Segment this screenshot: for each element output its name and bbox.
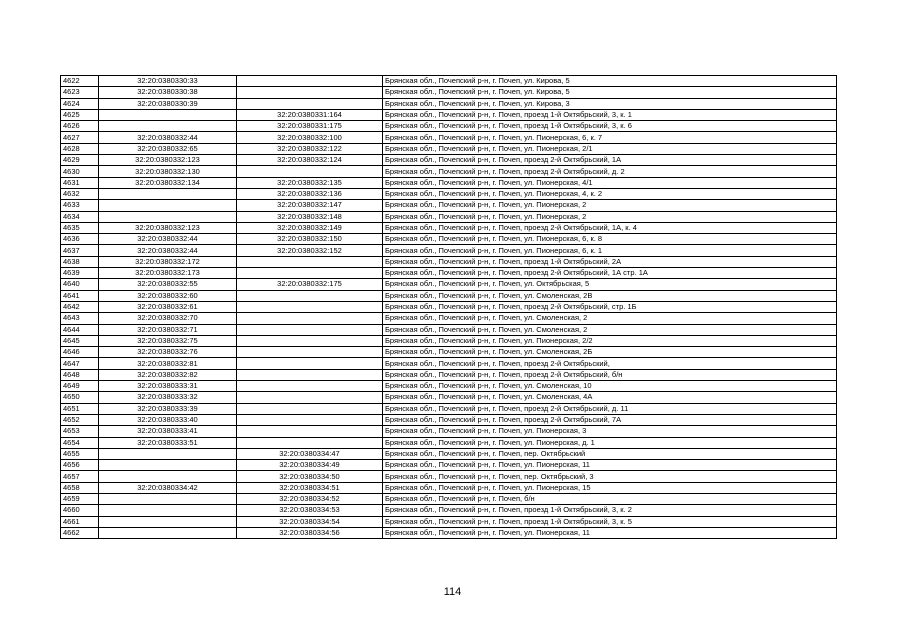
land-parcel-cadastral-cell <box>99 460 237 471</box>
land-parcel-cadastral-cell: 32:20:0380332:65 <box>99 143 237 154</box>
row-number-cell: 4649 <box>61 381 99 392</box>
table-row <box>61 256 837 267</box>
land-parcel-cadastral-cell: 32:20:0380332:70 <box>99 313 237 324</box>
table-row <box>61 448 837 459</box>
land-parcel-cadastral-cell <box>99 505 237 516</box>
address-cell: Брянская обл., Почепский р-н, г. Почеп, ул. Пионерская, 2/2 <box>383 335 837 346</box>
address-cell: Брянская обл., Почепский р-н, г. Почеп, ул. Смоленская, 2В <box>383 290 837 301</box>
address-cell: Брянская обл., Почепский р-н, г. Почеп, ул. Пионерская, 3 <box>383 426 837 437</box>
row-number-cell: 4651 <box>61 403 99 414</box>
table-row <box>61 301 837 312</box>
address-cell: Брянская обл., Почепский р-н, г. Почеп, проезд 2-й Октябрьский, 7А <box>383 414 837 425</box>
table-row <box>61 369 837 380</box>
address-cell: Брянская обл., Почепский р-н, г. Почеп, ул. Пионерская, 4/1 <box>383 177 837 188</box>
page-number: 114 <box>443 586 462 598</box>
land-parcel-cadastral-cell: 32:20:0380333:32 <box>99 392 237 403</box>
row-number-cell: 4646 <box>61 347 99 358</box>
address-cell: Брянская обл., Почепский р-н, г. Почеп, проезд 1-й Октябрьский, 3, к. 5 <box>383 516 837 527</box>
building-cadastral-cell: 32:20:0380332:149 <box>237 222 383 233</box>
building-cadastral-cell: 32:20:0380332:147 <box>237 200 383 211</box>
table-row <box>61 471 837 482</box>
building-cadastral-cell <box>237 256 383 267</box>
land-parcel-cadastral-cell: 32:20:0380332:44 <box>99 234 237 245</box>
row-number-cell: 4640 <box>61 279 99 290</box>
row-number-cell: 4645 <box>61 335 99 346</box>
building-cadastral-cell: 32:20:0380334:56 <box>237 527 383 538</box>
address-cell: Брянская обл., Почепский р-н, г. Почеп, ул. Смоленская, 2 <box>383 324 837 335</box>
land-parcel-cadastral-cell: 32:20:0380332:60 <box>99 290 237 301</box>
address-cell: Брянская обл., Почепский р-н, г. Почеп, ул. Кирова, 5 <box>383 76 837 87</box>
row-number-cell: 4630 <box>61 166 99 177</box>
land-parcel-cadastral-cell <box>99 527 237 538</box>
table-row <box>61 460 837 471</box>
building-cadastral-cell: 32:20:0380332:175 <box>237 279 383 290</box>
row-number-cell: 4659 <box>61 493 99 504</box>
land-parcel-cadastral-cell: 32:20:0380332:173 <box>99 268 237 279</box>
address-cell: Брянская обл., Почепский р-н, г. Почеп, ул. Пионерская, 15 <box>383 482 837 493</box>
building-cadastral-cell: 32:20:0380332:152 <box>237 245 383 256</box>
building-cadastral-cell: 32:20:0380334:53 <box>237 505 383 516</box>
building-cadastral-cell <box>237 426 383 437</box>
building-cadastral-cell <box>237 313 383 324</box>
row-number-cell: 4655 <box>61 448 99 459</box>
building-cadastral-cell: 32:20:0380332:136 <box>237 188 383 199</box>
land-parcel-cadastral-cell <box>99 471 237 482</box>
building-cadastral-cell <box>237 335 383 346</box>
table-row <box>61 358 837 369</box>
row-number-cell: 4639 <box>61 268 99 279</box>
row-number-cell: 4627 <box>61 132 99 143</box>
land-parcel-cadastral-cell: 32:20:0380333:39 <box>99 403 237 414</box>
land-parcel-cadastral-cell: 32:20:0380332:75 <box>99 335 237 346</box>
building-cadastral-cell <box>237 381 383 392</box>
table-row <box>61 268 837 279</box>
address-cell: Брянская обл., Почепский р-н, г. Почеп, ул. Пионерская, 11 <box>383 460 837 471</box>
table-row <box>61 143 837 154</box>
address-cell: Брянская обл., Почепский р-н, г. Почеп, проезд 2-й Октябрьский, 1А <box>383 155 837 166</box>
land-parcel-cadastral-cell: 32:20:0380333:31 <box>99 381 237 392</box>
table-row <box>61 381 837 392</box>
address-cell: Брянская обл., Почепский р-н, г. Почеп, проезд 1-й Октябрьский, 2А <box>383 256 837 267</box>
table-row <box>61 98 837 109</box>
land-parcel-cadastral-cell: 32:20:0380332:44 <box>99 245 237 256</box>
table-row <box>61 426 837 437</box>
land-parcel-cadastral-cell: 32:20:0380332:44 <box>99 132 237 143</box>
row-number-cell: 4628 <box>61 143 99 154</box>
address-cell: Брянская обл., Почепский р-н, г. Почеп, ул. Октябрьская, 5 <box>383 279 837 290</box>
table-row <box>61 87 837 98</box>
address-cell: Брянская обл., Почепский р-н, г. Почеп, проезд 2-й Октябрьский, 1А стр. 1А <box>383 268 837 279</box>
table-row <box>61 109 837 120</box>
building-cadastral-cell: 32:20:0380332:124 <box>237 155 383 166</box>
address-cell: Брянская обл., Почепский р-н, г. Почеп, ул. Пионерская, 6, к. 1 <box>383 245 837 256</box>
row-number-cell: 4652 <box>61 414 99 425</box>
table-row <box>61 313 837 324</box>
land-parcel-cadastral-cell <box>99 516 237 527</box>
address-cell: Брянская обл., Почепский р-н, г. Почеп, ул. Кирова, 5 <box>383 87 837 98</box>
table-row <box>61 132 837 143</box>
address-cell: Брянская обл., Почепский р-н, г. Почеп, ул. Смоленская, 2Б <box>383 347 837 358</box>
row-number-cell: 4622 <box>61 76 99 87</box>
address-cell: Брянская обл., Почепский р-н, г. Почеп, ул. Пионерская, 2 <box>383 200 837 211</box>
address-cell: Брянская обл., Почепский р-н, г. Почеп, проезд 2-й Октябрьский, <box>383 358 837 369</box>
table-row <box>61 245 837 256</box>
building-cadastral-cell <box>237 98 383 109</box>
building-cadastral-cell <box>237 290 383 301</box>
address-cell: Брянская обл., Почепский р-н, г. Почеп, проезд 2-й Октябрьский, б/н <box>383 369 837 380</box>
land-parcel-cadastral-cell: 32:20:0380332:123 <box>99 155 237 166</box>
address-cell: Брянская обл., Почепский р-н, г. Почеп, ул. Пионерская, 4, к. 2 <box>383 188 837 199</box>
row-number-cell: 4661 <box>61 516 99 527</box>
address-cell: Брянская обл., Почепский р-н, г. Почеп, пер. Октябрьский, 3 <box>383 471 837 482</box>
land-parcel-cadastral-cell <box>99 448 237 459</box>
land-parcel-cadastral-cell: 32:20:0380333:51 <box>99 437 237 448</box>
row-number-cell: 4636 <box>61 234 99 245</box>
address-cell: Брянская обл., Почепский р-н, г. Почеп, ул. Пионерская, 2 <box>383 211 837 222</box>
row-number-cell: 4623 <box>61 87 99 98</box>
row-number-cell: 4638 <box>61 256 99 267</box>
table-row <box>61 211 837 222</box>
table-row <box>61 414 837 425</box>
table-row <box>61 290 837 301</box>
building-cadastral-cell: 32:20:0380332:100 <box>237 132 383 143</box>
table-row <box>61 516 837 527</box>
building-cadastral-cell <box>237 369 383 380</box>
row-number-cell: 4635 <box>61 222 99 233</box>
row-number-cell: 4641 <box>61 290 99 301</box>
row-number-cell: 4624 <box>61 98 99 109</box>
row-number-cell: 4633 <box>61 200 99 211</box>
table-row <box>61 335 837 346</box>
land-parcel-cadastral-cell: 32:20:0380333:40 <box>99 414 237 425</box>
land-parcel-cadastral-cell <box>99 121 237 132</box>
row-number-cell: 4634 <box>61 211 99 222</box>
land-parcel-cadastral-cell: 32:20:0380332:61 <box>99 301 237 312</box>
land-parcel-cadastral-cell: 32:20:0380332:81 <box>99 358 237 369</box>
table-row <box>61 392 837 403</box>
row-number-cell: 4637 <box>61 245 99 256</box>
address-cell: Брянская обл., Почепский р-н, г. Почеп, проезд 2-й Октябрьский, стр. 1Б <box>383 301 837 312</box>
row-number-cell: 4662 <box>61 527 99 538</box>
building-cadastral-cell <box>237 347 383 358</box>
row-number-cell: 4626 <box>61 121 99 132</box>
building-cadastral-cell: 32:20:0380331:164 <box>237 109 383 120</box>
building-cadastral-cell <box>237 76 383 87</box>
building-cadastral-cell <box>237 414 383 425</box>
row-number-cell: 4660 <box>61 505 99 516</box>
table-row <box>61 482 837 493</box>
building-cadastral-cell <box>237 358 383 369</box>
land-parcel-cadastral-cell: 32:20:0380332:71 <box>99 324 237 335</box>
table-row <box>61 155 837 166</box>
land-parcel-cadastral-cell <box>99 493 237 504</box>
building-cadastral-cell <box>237 87 383 98</box>
table-row <box>61 234 837 245</box>
building-cadastral-cell: 32:20:0380334:50 <box>237 471 383 482</box>
building-cadastral-cell <box>237 437 383 448</box>
land-parcel-cadastral-cell: 32:20:0380332:130 <box>99 166 237 177</box>
address-cell: Брянская обл., Почепский р-н, г. Почеп, ул. Пионерская, 6, к. 8 <box>383 234 837 245</box>
table-row <box>61 279 837 290</box>
land-parcel-cadastral-cell <box>99 211 237 222</box>
land-parcel-cadastral-cell <box>99 188 237 199</box>
table-row <box>61 403 837 414</box>
row-number-cell: 4647 <box>61 358 99 369</box>
address-cell: Брянская обл., Почепский р-н, г. Почеп, проезд 2-й Октябрьский, д. 11 <box>383 403 837 414</box>
building-cadastral-cell: 32:20:0380331:175 <box>237 121 383 132</box>
building-cadastral-cell <box>237 166 383 177</box>
row-number-cell: 4650 <box>61 392 99 403</box>
table-row <box>61 166 837 177</box>
land-parcel-cadastral-cell: 32:20:0380332:82 <box>99 369 237 380</box>
building-cadastral-cell: 32:20:0380332:122 <box>237 143 383 154</box>
address-cell: Брянская обл., Почепский р-н, г. Почеп, проезд 1-й Октябрьский, 3, к. 1 <box>383 109 837 120</box>
table-row <box>61 493 837 504</box>
building-cadastral-cell <box>237 392 383 403</box>
building-cadastral-cell: 32:20:0380332:148 <box>237 211 383 222</box>
address-cell: Брянская обл., Почепский р-н, г. Почеп, ул. Пионерская, 6, к. 7 <box>383 132 837 143</box>
row-number-cell: 4657 <box>61 471 99 482</box>
row-number-cell: 4642 <box>61 301 99 312</box>
address-cell: Брянская обл., Почепский р-н, г. Почеп, ул. Пионерская, 11 <box>383 527 837 538</box>
building-cadastral-cell: 32:20:0380334:52 <box>237 493 383 504</box>
row-number-cell: 4625 <box>61 109 99 120</box>
registry-table-body <box>61 76 837 539</box>
land-parcel-cadastral-cell: 32:20:0380330:33 <box>99 76 237 87</box>
address-cell: Брянская обл., Почепский р-н, г. Почеп, проезд 2-й Октябрьский, 1А, к. 4 <box>383 222 837 233</box>
land-parcel-cadastral-cell: 32:20:0380332:123 <box>99 222 237 233</box>
building-cadastral-cell: 32:20:0380332:150 <box>237 234 383 245</box>
address-cell: Брянская обл., Почепский р-н, г. Почеп, проезд 2-й Октябрьский, д. 2 <box>383 166 837 177</box>
land-parcel-cadastral-cell: 32:20:0380332:76 <box>99 347 237 358</box>
land-parcel-cadastral-cell: 32:20:0380330:39 <box>99 98 237 109</box>
address-cell: Брянская обл., Почепский р-н, г. Почеп, ул. Кирова, 3 <box>383 98 837 109</box>
address-cell: Брянская обл., Почепский р-н, г. Почеп, ул. Смоленская, 4А <box>383 392 837 403</box>
building-cadastral-cell <box>237 268 383 279</box>
building-cadastral-cell: 32:20:0380334:54 <box>237 516 383 527</box>
table-row <box>61 222 837 233</box>
row-number-cell: 4658 <box>61 482 99 493</box>
land-parcel-cadastral-cell: 32:20:0380332:134 <box>99 177 237 188</box>
row-number-cell: 4654 <box>61 437 99 448</box>
building-cadastral-cell: 32:20:0380334:49 <box>237 460 383 471</box>
land-parcel-cadastral-cell: 32:20:0380334:42 <box>99 482 237 493</box>
land-parcel-cadastral-cell: 32:20:0380332:172 <box>99 256 237 267</box>
building-cadastral-cell: 32:20:0380334:47 <box>237 448 383 459</box>
row-number-cell: 4629 <box>61 155 99 166</box>
row-number-cell: 4644 <box>61 324 99 335</box>
land-parcel-cadastral-cell: 32:20:0380333:41 <box>99 426 237 437</box>
table-row <box>61 347 837 358</box>
land-parcel-cadastral-cell <box>99 109 237 120</box>
address-cell: Брянская обл., Почепский р-н, г. Почеп, пер. Октябрьский <box>383 448 837 459</box>
address-cell: Брянская обл., Почепский р-н, г. Почеп, б/н <box>383 493 837 504</box>
building-cadastral-cell <box>237 403 383 414</box>
land-parcel-cadastral-cell <box>99 200 237 211</box>
row-number-cell: 4656 <box>61 460 99 471</box>
row-number-cell: 4631 <box>61 177 99 188</box>
building-cadastral-cell <box>237 301 383 312</box>
building-cadastral-cell: 32:20:0380334:51 <box>237 482 383 493</box>
cadastral-registry-table <box>60 75 837 539</box>
table-row <box>61 177 837 188</box>
land-parcel-cadastral-cell: 32:20:0380332:55 <box>99 279 237 290</box>
table-row <box>61 121 837 132</box>
row-number-cell: 4643 <box>61 313 99 324</box>
building-cadastral-cell: 32:20:0380332:135 <box>237 177 383 188</box>
address-cell: Брянская обл., Почепский р-н, г. Почеп, ул. Смоленская, 2 <box>383 313 837 324</box>
row-number-cell: 4632 <box>61 188 99 199</box>
address-cell: Брянская обл., Почепский р-н, г. Почеп, ул. Пионерская, д. 1 <box>383 437 837 448</box>
row-number-cell: 4648 <box>61 369 99 380</box>
row-number-cell: 4653 <box>61 426 99 437</box>
building-cadastral-cell <box>237 324 383 335</box>
table-row <box>61 505 837 516</box>
address-cell: Брянская обл., Почепский р-н, г. Почеп, ул. Смоленская, 10 <box>383 381 837 392</box>
table-row <box>61 527 837 538</box>
table-row <box>61 437 837 448</box>
address-cell: Брянская обл., Почепский р-н, г. Почеп, проезд 1-й Октябрьский, 3, к. 6 <box>383 121 837 132</box>
table-row <box>61 324 837 335</box>
table-row <box>61 188 837 199</box>
address-cell: Брянская обл., Почепский р-н, г. Почеп, проезд 1-й Октябрьский, 3, к. 2 <box>383 505 837 516</box>
table-row <box>61 76 837 87</box>
land-parcel-cadastral-cell: 32:20:0380330:38 <box>99 87 237 98</box>
address-cell: Брянская обл., Почепский р-н, г. Почеп, ул. Пионерская, 2/1 <box>383 143 837 154</box>
table-row <box>61 200 837 211</box>
